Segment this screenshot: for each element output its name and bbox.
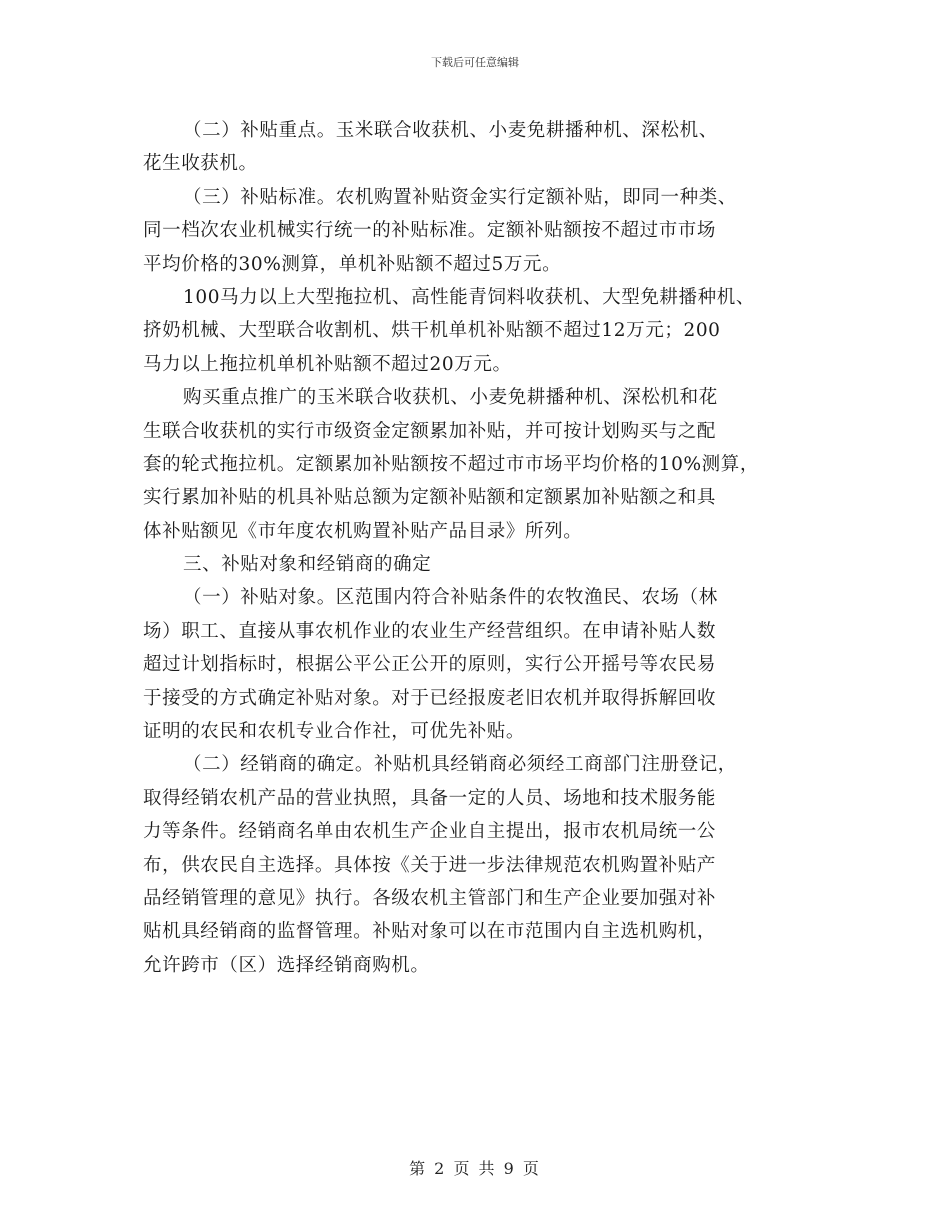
document-body xyxy=(143,114,828,982)
body-line: （二）补贴重点。玉米联合收获机、小麦免耕播种机、深松机、 xyxy=(183,120,718,141)
section-heading: 三、补贴对象和经销商的确定 xyxy=(183,554,432,576)
page-header: 下载后可任意编辑 xyxy=(431,56,519,69)
body-line: 同一档次农业机械实行统一的补贴标准。定额补贴额按不超过市市场 xyxy=(143,220,717,242)
body-line: 平均价格的30%测算，单机补贴额不超过5万元。 xyxy=(143,253,562,275)
body-line: 贴机具经销商的监督管理。补贴对象可以在市范围内自主选机购机， xyxy=(143,921,717,943)
body-line: （二）经销商的确定。补贴机具经销商必须经工商部门注册登记， xyxy=(183,754,737,776)
body-line: 100马力以上大型拖拉机、高性能青饲料收获机、大型免耕播种机、 xyxy=(183,286,755,308)
body-line: 于接受的方式确定补贴对象。对于已经报废老旧农机并取得拆解回收 xyxy=(143,687,717,709)
body-line: 套的轮式拖拉机。定额累加补贴额按不超过市市场平均价格的10%测算， xyxy=(143,453,759,475)
body-line: 品经销管理的意见》执行。各级农机主管部门和生产企业要加强对补 xyxy=(143,887,717,909)
body-line: 取得经销农机产品的营业执照，具备一定的人员、场地和技术服务能 xyxy=(143,787,717,809)
body-line: 证明的农民和农机专业合作社，可优先补贴。 xyxy=(143,721,526,743)
body-line: 超过计划指标时，根据公平公正公开的原则，实行公开摇号等农民易 xyxy=(143,654,717,676)
body-line: 购买重点推广的玉米联合收获机、小麦免耕播种机、深松机和花 xyxy=(183,387,718,409)
body-line: 生联合收获机的实行市级资金定额累加补贴，并可按计划购买与之配 xyxy=(143,420,717,442)
body-line: （一）补贴对象。区范围内符合补贴条件的农牧渔民、农场（林 xyxy=(183,587,718,609)
page-number-footer: 第 2 页 共 9 页 xyxy=(409,1159,541,1178)
body-line: 力等条件。经销商名单由农机生产企业自主提出，报市农机局统一公 xyxy=(143,821,717,843)
body-line: （三）补贴标准。农机购置补贴资金实行定额补贴，即同一种类、 xyxy=(183,186,737,208)
body-line: 布，供农民自主选择。具体按《关于进一步法律规范农机购置补贴产 xyxy=(143,854,717,876)
body-line: 实行累加补贴的机具补贴总额为定额补贴额和定额累加补贴额之和具 xyxy=(143,487,717,509)
body-line: 场）职工、直接从事农机作业的农业生产经营组织。在申请补贴人数 xyxy=(143,620,717,642)
body-line: 体补贴额见《市年度农机购置补贴产品目录》所列。 xyxy=(143,520,583,542)
body-line: 挤奶机械、大型联合收割机、烘干机单机补贴额不超过12万元；200 xyxy=(143,320,721,342)
body-line: 允许跨市（区）选择经销商购机。 xyxy=(143,954,430,976)
body-line: 花生收获机。 xyxy=(143,153,258,175)
body-line: 马力以上拖拉机单机补贴额不超过20万元。 xyxy=(143,353,512,375)
